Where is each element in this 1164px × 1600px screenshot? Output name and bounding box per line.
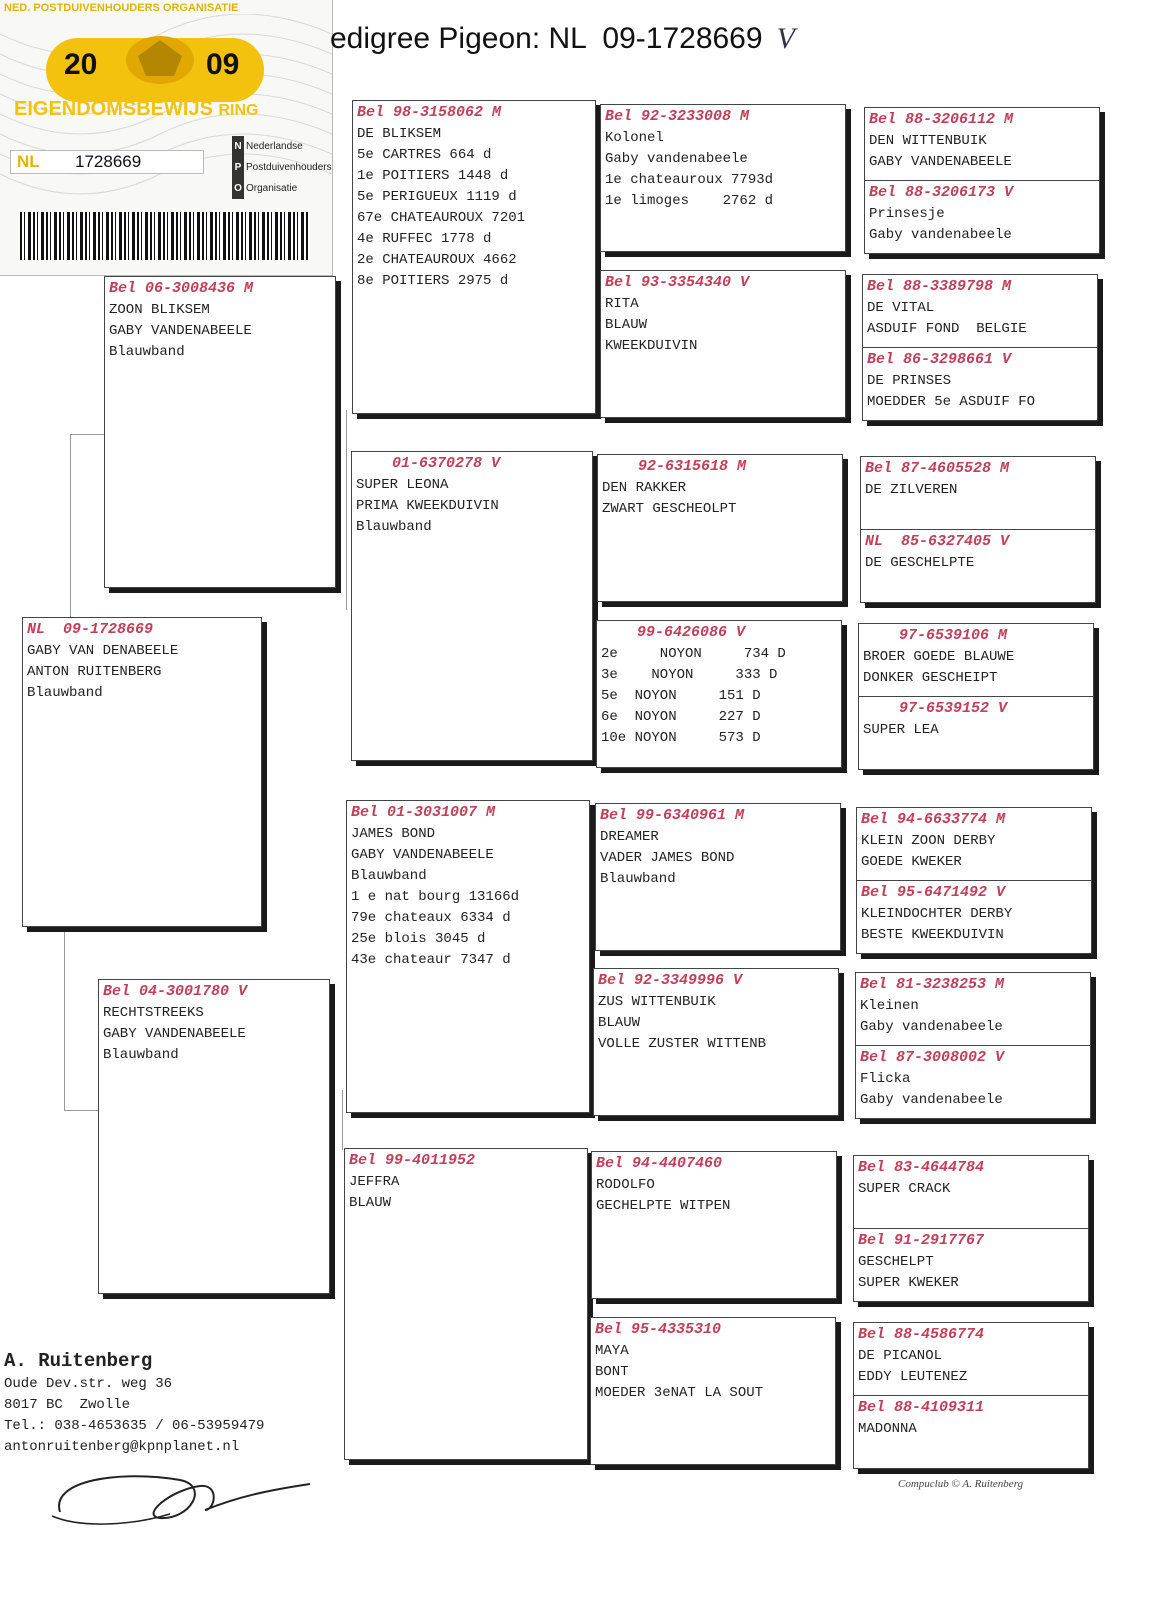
pigeon-details: DE GESCHELPTE — [865, 555, 975, 571]
connector-line — [346, 410, 347, 610]
owner-name: A. Ruitenberg — [4, 1350, 153, 1372]
ownership-sticker — [0, 0, 333, 276]
connector-line — [70, 434, 71, 619]
pigeon-card-g5b — [856, 880, 1092, 954]
ring-number: 97-6539106 M — [863, 627, 1008, 644]
sticker-year-left: 20 — [64, 48, 98, 81]
pigeon-card-g6a — [855, 972, 1091, 1047]
pigeon-details: DEN WITTENBUIK GABY VANDENABEELE — [869, 133, 1012, 170]
pigeon-details: DREAMER VADER JAMES BOND Blauwband — [600, 829, 735, 887]
ring-number: Bel 94-6633774 M — [861, 811, 1006, 828]
pigeon-card-fm — [351, 451, 593, 761]
pigeon-details: DEN RAKKER ZWART GESCHEOLPT — [602, 480, 737, 517]
sticker-ring-number — [10, 150, 204, 174]
pigeon-details: Kleinen Gaby vandenabeele — [860, 998, 1003, 1035]
pigeon-details: DE ZILVEREN — [865, 482, 958, 498]
pigeon-card-fmm — [596, 620, 842, 768]
ring-number: Bel 86-3298661 V — [867, 351, 1012, 368]
ring-number: NL 85-6327405 V — [865, 533, 1010, 550]
pigeon-card-mf — [346, 800, 590, 1113]
owner-phone: Tel.: 038-4653635 / 06-53959479 — [4, 1418, 265, 1434]
pigeon-details: ZUS WITTENBUIK BLAUW VOLLE ZUSTER WITTENB — [598, 994, 767, 1052]
pigeon-card-mm — [344, 1148, 588, 1460]
pigeon-card-g8b — [853, 1395, 1089, 1469]
connector-line — [342, 1090, 343, 1150]
pigeon-card-g1b — [864, 180, 1100, 254]
page-title: edigree Pigeon: NL 09-1728669 V — [330, 22, 795, 55]
ring-number: Bel 88-4586774 — [858, 1326, 985, 1343]
ring-number: Bel 98-3158062 M — [357, 104, 502, 121]
pigeon-card-mmf — [591, 1151, 837, 1299]
pigeon-card-mother — [98, 979, 330, 1294]
pigeon-emblem-icon — [118, 22, 202, 92]
ring-number: 01-6370278 V — [356, 455, 501, 472]
pigeon-details: DE PRINSES MOEDDER 5e ASDUIF FO — [867, 373, 1036, 410]
owner-street: Oude Dev.str. weg 36 — [4, 1376, 173, 1392]
owner-email: antonruitenberg@kpnplanet.nl — [4, 1439, 240, 1455]
pigeon-card-subject — [22, 617, 262, 927]
pigeon-card-g7b — [853, 1228, 1089, 1302]
pigeon-details: JAMES BOND GABY VANDENABEELE Blauwband 1 e nat bourg 13166d 79e chateaux 6334 d 25e blois 3045 d 43e chateaur 7347 d — [351, 826, 520, 968]
ring-number: Bel 87-4605528 M — [865, 460, 1010, 477]
pigeon-details: MADONNA — [858, 1421, 917, 1437]
pigeon-card-fmf — [597, 454, 843, 602]
pigeon-card-father — [104, 276, 336, 588]
footer-credit: Compuclub © A. Ruitenberg — [898, 1478, 1024, 1490]
pigeon-card-g2b — [862, 347, 1098, 421]
ring-number: Bel 93-3354340 V — [605, 274, 750, 291]
pigeon-card-g3b — [860, 529, 1096, 603]
pigeon-details: SUPER CRACK — [858, 1181, 951, 1197]
ring-number: Bel 06-3008436 M — [109, 280, 254, 297]
pigeon-card-g5a — [856, 807, 1092, 882]
pigeon-card-g3a — [860, 456, 1096, 531]
pigeon-details: SUPER LEA — [863, 722, 939, 738]
ring-number: Bel 95-4335310 — [595, 1321, 722, 1338]
pigeon-card-g1a — [864, 107, 1100, 182]
pigeon-details: SUPER LEONA PRIMA KWEEKDUIVIN Blauwband — [356, 477, 499, 535]
ring-number: 92-6315618 M — [602, 458, 747, 475]
pigeon-card-ff — [352, 100, 596, 414]
pigeon-details: RECHTSTREEKS GABY VANDENABEELE Blauwband — [103, 1005, 246, 1063]
sticker-year-right: 09 — [206, 48, 240, 81]
ring-number: Bel 92-3349996 V — [598, 972, 743, 989]
ring-number: Bel 88-3206173 V — [869, 184, 1014, 201]
pigeon-card-g6b — [855, 1045, 1091, 1119]
owner-city: 8017 BC Zwolle — [4, 1397, 131, 1413]
sticker-org-header: NED. POSTDUIVENHOUDERS ORGANISATIE — [4, 2, 239, 14]
connector-line — [64, 930, 65, 1110]
pigeon-card-g2a — [862, 274, 1098, 349]
pigeon-details: KLEINDOCHTER DERBY BESTE KWEEKDUIVIN — [861, 906, 1013, 943]
ring-number: Bel 94-4407460 — [596, 1155, 723, 1172]
pigeon-details: ZOON BLIKSEM GABY VANDENABEELE Blauwband — [109, 302, 252, 360]
pigeon-details: DE PICANOL EDDY LEUTENEZ — [858, 1348, 968, 1385]
ring-number: NL 09-1728669 — [27, 621, 154, 638]
ring-number: Bel 91-2917767 — [858, 1232, 985, 1249]
ring-number: Bel 88-3206112 M — [869, 111, 1014, 128]
pigeon-card-mmm — [590, 1317, 836, 1465]
ring-number: Bel 88-4109311 — [858, 1399, 985, 1416]
pigeon-details: 2e NOYON 734 D 3e NOYON 333 D 5e NOYON 151 D 6e NOYON 227 D 10e NOYON 573 D — [601, 646, 786, 746]
ring-number: Bel 83-4644784 — [858, 1159, 985, 1176]
sticker-country: NL — [17, 152, 40, 171]
pigeon-card-fff — [600, 104, 846, 252]
owner-address — [4, 1348, 264, 1458]
pigeon-details: DE VITAL ASDUIF FOND BELGIE — [867, 300, 1027, 337]
ring-number: Bel 81-3238253 M — [860, 976, 1005, 993]
pigeon-details: BROER GOEDE BLAUWE DONKER GESCHEIPT — [863, 649, 1015, 686]
ring-number: Bel 04-3001780 V — [103, 983, 248, 1000]
ring-number: Bel 88-3389798 M — [867, 278, 1012, 295]
connector-line — [64, 1110, 100, 1111]
ring-number: Bel 99-6340961 M — [600, 807, 745, 824]
pigeon-details: Kolonel Gaby vandenabeele 1e chateauroux 7793d 1e limoges 2762 d — [605, 130, 774, 209]
pigeon-card-g4a — [858, 623, 1094, 698]
ring-number: Bel 92-3233008 M — [605, 108, 750, 125]
pigeon-card-g4b — [858, 696, 1094, 770]
pigeon-details: DE BLIKSEM 5e CARTRES 664 d 1e POITIERS 1448 d 5e PERIGUEUX 1119 d 67e CHATEAUROUX 7201 4e RUFFEC 1778 d 2e CHATEAUROUX 4662 8e POITIERS 2975 d — [357, 126, 526, 289]
pigeon-card-ffm — [600, 270, 846, 418]
pigeon-details: Flicka Gaby vandenabeele — [860, 1071, 1003, 1108]
pigeon-details: MAYA BONT MOEDER 3eNAT LA SOUT — [595, 1343, 764, 1401]
pigeon-card-g7a — [853, 1155, 1089, 1230]
ring-number: 97-6539152 V — [863, 700, 1008, 717]
sticker-number: 1728669 — [75, 152, 142, 171]
pigeon-details: RODOLFO GECHELPTE WITPEN — [596, 1177, 731, 1214]
pigeon-details: KLEIN ZOON DERBY GOEDE KWEKER — [861, 833, 996, 870]
ring-number: Bel 01-3031007 M — [351, 804, 496, 821]
pigeon-details: GESCHELPT SUPER KWEKER — [858, 1254, 959, 1291]
signature-icon — [40, 1450, 330, 1540]
pigeon-card-mff — [595, 803, 841, 951]
ring-number: Bel 99-4011952 — [349, 1152, 476, 1169]
connector-line — [70, 434, 106, 435]
pigeon-card-mfm — [593, 968, 839, 1116]
ring-number: 99-6426086 V — [601, 624, 746, 641]
pigeon-details: RITA BLAUW KWEEKDUIVIN — [605, 296, 698, 354]
pigeon-details: GABY VAN DENABEELE ANTON RUITENBERG Blauwband — [27, 643, 179, 701]
barcode — [20, 212, 310, 260]
ring-number: Bel 87-3008002 V — [860, 1049, 1005, 1066]
ring-number: Bel 95-6471492 V — [861, 884, 1006, 901]
pigeon-details: JEFFRA BLAUW — [349, 1174, 400, 1211]
sticker-label: EIGENDOMSBEWIJS RING — [14, 98, 259, 120]
pigeon-card-g8a — [853, 1322, 1089, 1397]
pigeon-details: Prinsesje Gaby vandenabeele — [869, 206, 1012, 243]
sticker-org-name: N Nederlandse P Postduivenhouders O Organisatie — [232, 136, 332, 199]
